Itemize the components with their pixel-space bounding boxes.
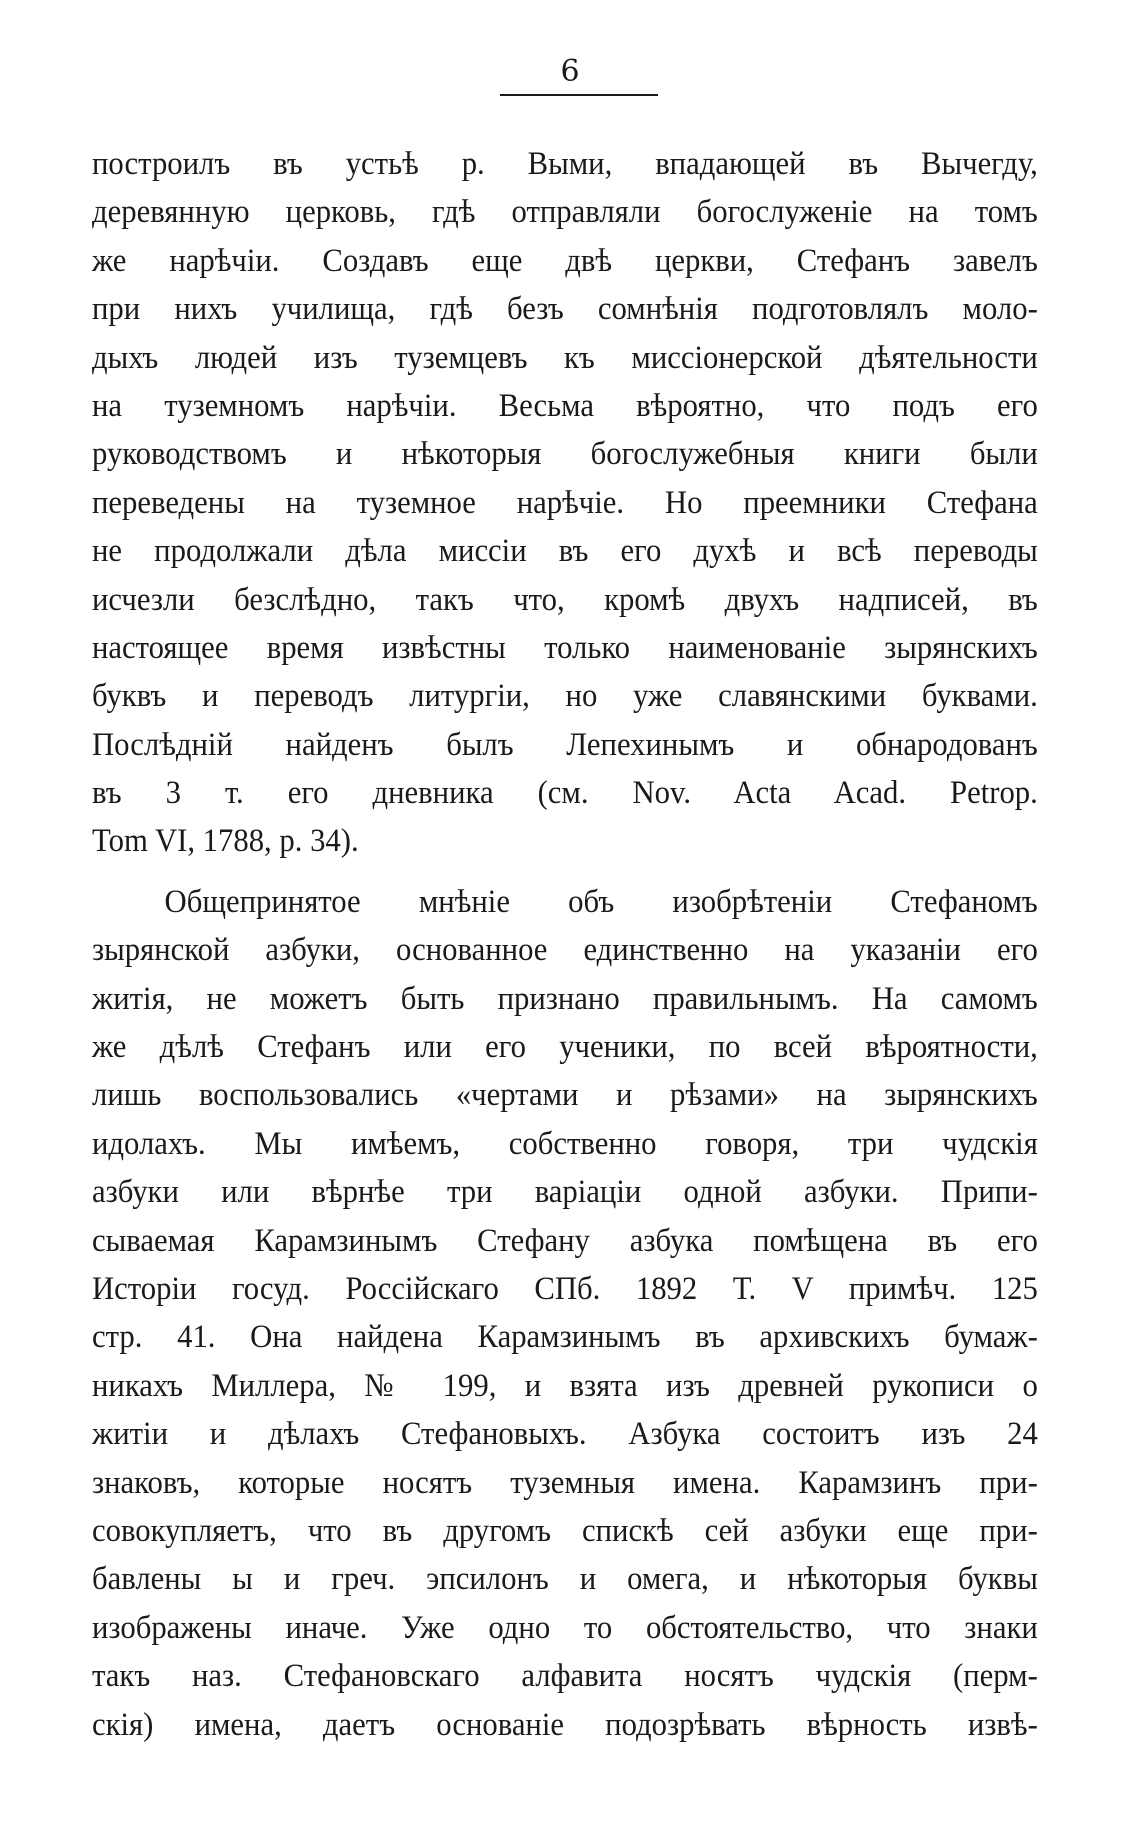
text-line: переведены на туземное нарѣчіе. Но преемники Стефана: [92, 484, 1038, 521]
text-line: житіи и дѣлахъ Стефановыхъ. Азбука состоитъ изъ 24: [92, 1416, 1038, 1453]
text-line: идолахъ. Мы имѣемъ, собственно говоря, три чудскія: [92, 1125, 1038, 1162]
header-rule: [500, 94, 658, 96]
text-line: Общепринятое мнѣніе объ изобрѣтеніи Стефаномъ: [164, 883, 1038, 920]
text-line: въ 3 т. его дневника (см. Nov. Acta Acad. Petrop.: [92, 775, 1038, 812]
text-line: Tom VI, 1788, p. 34).: [92, 823, 359, 860]
text-line: же нарѣчіи. Создавъ еще двѣ церкви, Стефанъ завелъ: [92, 242, 1038, 279]
text-line: никахъ Миллера, № 199, и взята изъ древней рукописи о: [92, 1367, 1038, 1404]
text-line: бавлены ы и греч. эпсилонъ и омега, и нѣкоторыя буквы: [92, 1561, 1038, 1598]
page-number: 6: [560, 54, 580, 89]
text-line: совокупляетъ, что въ другомъ спискѣ сей азбуки еще при-: [92, 1512, 1038, 1549]
text-line: при нихъ училища, гдѣ безъ сомнѣнія подготовлялъ моло-: [92, 291, 1038, 328]
text-line: такъ наз. Стефановскаго алфавита носятъ чудскія (перм-: [92, 1658, 1038, 1695]
text-line: Исторіи госуд. Россійскаго СПб. 1892 Т. V примѣч. 125: [92, 1270, 1038, 1307]
text-line: стр. 41. Она найдена Карамзинымъ въ архивскихъ бумаж-: [92, 1319, 1038, 1356]
text-line: исчезли безслѣдно, такъ что, кромѣ двухъ надписей, въ: [92, 581, 1038, 618]
paragraph: [92, 140, 1038, 866]
text-line: деревянную церковь, гдѣ отправляли богослуженіе на томъ: [92, 194, 1038, 231]
text-line: не продолжали дѣла миссіи въ его духѣ и всѣ переводы: [92, 533, 1038, 570]
text-line: на туземномъ нарѣчіи. Весьма вѣроятно, что подъ его: [92, 387, 1038, 424]
text-line: зырянской азбуки, основанное единственно на указаніи его: [92, 932, 1038, 969]
text-line: изображены иначе. Уже одно то обстоятельство, что знаки: [92, 1609, 1038, 1646]
text-line: буквъ и переводъ литургіи, но уже славянскими буквами.: [92, 678, 1038, 715]
text-line: дыхъ людей изъ туземцевъ къ миссіонерской дѣятельности: [92, 339, 1038, 376]
text-line: же дѣлѣ Стефанъ или его ученики, по всей вѣроятности,: [92, 1029, 1038, 1066]
text-line: азбуки или вѣрнѣе три варіаціи одной азбуки. Припи-: [92, 1174, 1038, 1211]
text-line: настоящее время извѣстны только наименованіе зырянскихъ: [92, 629, 1038, 666]
text-line: сываемая Карамзинымъ Стефану азбука помѣщена въ его: [92, 1222, 1038, 1259]
text-line: Послѣдній найденъ былъ Лепехинымъ и обнародованъ: [92, 726, 1038, 763]
text-line: лишь воспользовались «чертами и рѣзами» на зырянскихъ: [92, 1077, 1038, 1114]
text-line: скія) имена, даетъ основаніе подозрѣвать вѣрность извѣ-: [92, 1706, 1038, 1743]
text-line: житія, не можетъ быть признано правильнымъ. На самомъ: [92, 980, 1038, 1017]
paragraph: [92, 878, 1038, 1749]
text-line: построилъ въ устьѣ р. Выми, впадающей въ Вычегду,: [92, 146, 1038, 182]
body-text: [92, 140, 1038, 1749]
text-line: знаковъ, которые носятъ туземныя имена. Карамзинъ при-: [92, 1464, 1038, 1501]
text-line: руководствомъ и нѣкоторыя богослужебныя книги были: [92, 436, 1038, 473]
